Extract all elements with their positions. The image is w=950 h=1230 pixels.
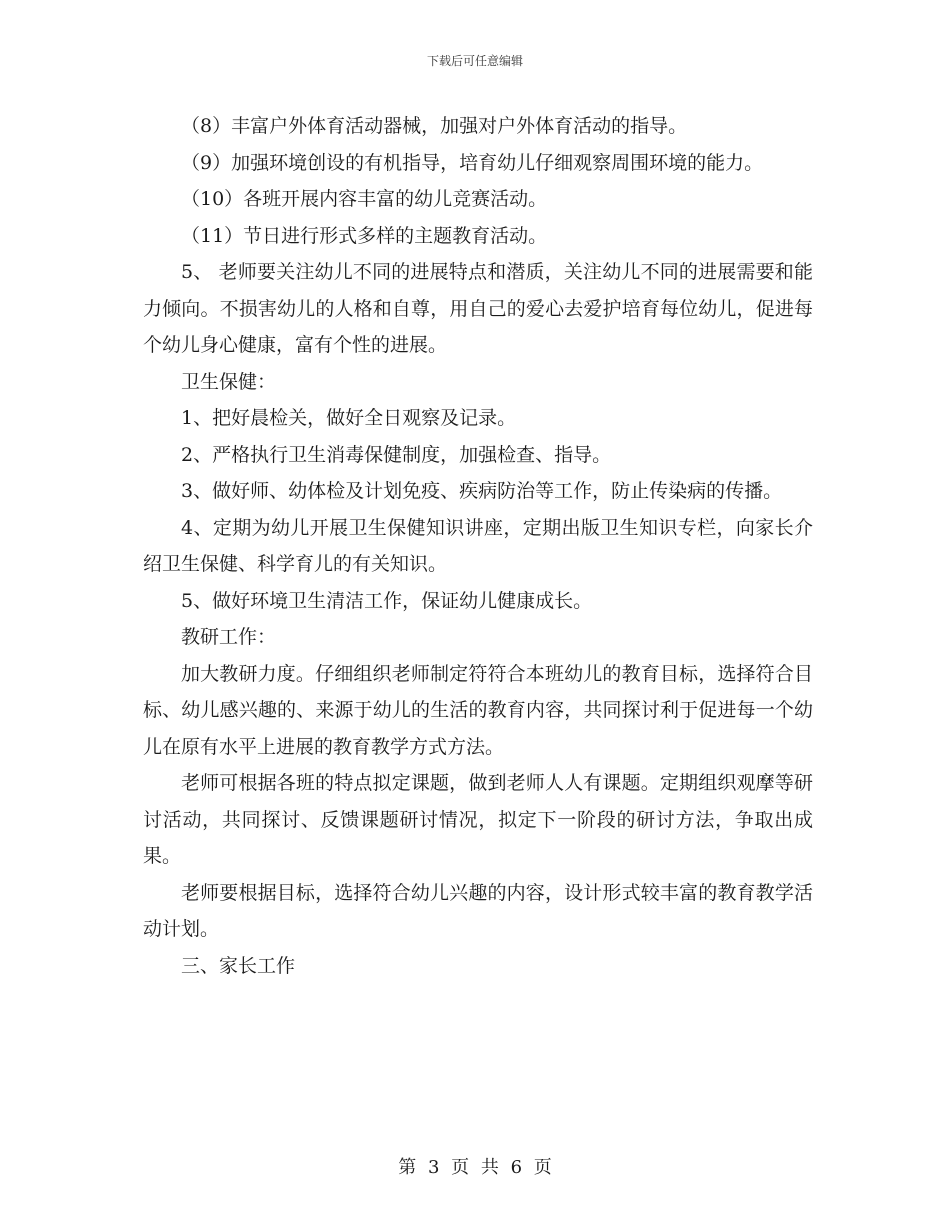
page-header: 下载后可任意编辑 [426, 54, 523, 68]
paragraph-15: 老师要根据目标，选择符合幼儿兴趣的内容，设计形式较丰富的教育教学活动计划。 [143, 881, 813, 940]
paragraph-9: 3、做好师、幼体检及计划免疫、疾病防治等工作，防止传染病的传播。 [181, 480, 783, 502]
section-heading-hygiene: 卫生保健： [181, 370, 277, 393]
paragraph-11: 5、做好环境卫生清洁工作，保证幼儿健康成长。 [181, 589, 593, 612]
page-footer: 第 3 页 共 6 页 [398, 1157, 552, 1178]
paragraph-3: （10）各班开展内容丰富的幼儿竞赛活动。 [181, 188, 548, 210]
section-heading-research: 教研工作： [181, 626, 277, 648]
paragraph-4: （11）节日进行形式多样的主题教育活动。 [181, 224, 548, 247]
document-body [143, 108, 813, 984]
paragraph-2: （9）加强环境创设的有机指导，培育幼儿仔细观察周围环境的能力。 [181, 151, 764, 174]
paragraph-1: （8）丰富户外体育活动器械，加强对户外体育活动的指导。 [181, 115, 688, 137]
paragraph-13: 加大教研力度。仔细组织老师制定符符合本班幼儿的教育目标，选择符合目标、幼儿感兴趣的、来源于幼儿的生活的教育内容，共同探讨利于促进每一个幼儿在原有水平上进展的教育教学方式方法。 [143, 662, 813, 758]
section-heading-parents: 三、家长工作 [181, 954, 296, 977]
paragraph-14: 老师可根据各班的特点拟定课题，做到老师人人有课题。定期组织观摩等研讨活动，共同探讨、反馈课题研讨情况，拟定下一阶段的研讨方法，争取出成果。 [143, 772, 813, 867]
paragraph-7: 1、把好晨检关，做好全日观察及记录。 [181, 407, 517, 429]
paragraph-5: 5、 老师要关注幼儿不同的进展特点和潜质，关注幼儿不同的进展需要和能力倾向。不损害幼儿的人格和自尊，用自己的爱心去爱护培育每位幼儿，促进每个幼儿身心健康，富有个性的进展。 [143, 261, 813, 356]
paragraph-10: 4、定期为幼儿开展卫生保健知识讲座，定期出版卫生知识专栏，向家长介绍卫生保健、科学育儿的有关知识。 [143, 516, 813, 575]
paragraph-8: 2、严格执行卫生消毒保健制度，加强检查、指导。 [181, 443, 612, 466]
